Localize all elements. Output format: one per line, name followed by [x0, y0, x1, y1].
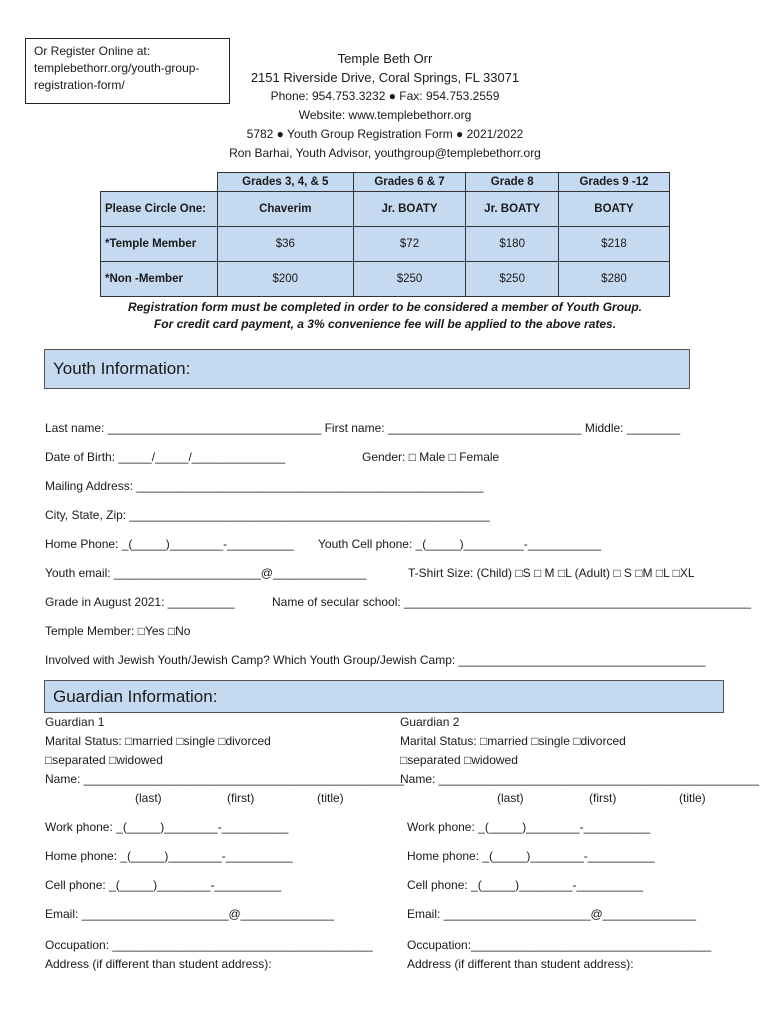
org-website: Website: www.templebethorr.org — [298, 108, 472, 122]
mailing-address-field[interactable]: Mailing Address: ____________________________________________________ — [45, 479, 484, 493]
g1-home-phone[interactable]: Home phone: _(_____)________-__________ — [45, 849, 293, 863]
g2-last-label: (last) — [497, 791, 524, 805]
g1-cell-phone[interactable]: Cell phone: _(_____)________-__________ — [45, 878, 282, 892]
table-cell: $250 — [353, 262, 466, 297]
note-line-1: Registration form must be completed in order to be considered a member of Youth Group. — [127, 300, 643, 314]
name-field[interactable]: Last name: ________________________________ First name: _____________________________ Middle: ________ — [45, 421, 681, 435]
temple-member-field[interactable]: Temple Member: □Yes □No — [45, 624, 191, 638]
youth-section-header — [44, 349, 690, 389]
header-cell: Grades 9 -12 — [558, 173, 669, 192]
table-header-row — [101, 173, 670, 192]
guardian-2-block — [400, 713, 759, 789]
table-row — [101, 227, 670, 262]
guardian-1-extra — [45, 936, 373, 974]
registration-notes — [40, 299, 730, 333]
g1-title-label: (title) — [317, 791, 344, 805]
row-label: *Temple Member — [101, 227, 218, 262]
online-line-2[interactable]: templebethorr.org/youth-group- — [34, 61, 200, 75]
g1-occupation[interactable]: Occupation: _______________________________________ — [45, 938, 373, 952]
g2-cell-phone[interactable]: Cell phone: _(_____)________-__________ — [407, 878, 644, 892]
youth-email-field[interactable]: Youth email: ______________________@______________ — [45, 566, 367, 580]
org-name: Temple Beth Orr — [337, 51, 433, 66]
group-option-boaty[interactable]: BOATY — [558, 192, 669, 227]
group-option-jr-boaty-8[interactable]: Jr. BOATY — [466, 192, 559, 227]
org-address: 2151 Riverside Drive, Coral Springs, FL 33071 — [250, 70, 520, 85]
table-row — [101, 192, 670, 227]
group-option-chaverim[interactable]: Chaverim — [218, 192, 354, 227]
guardian-1-marital[interactable]: Marital Status: □married □single □divorced — [45, 734, 271, 748]
guardian-1-marital-2[interactable]: □separated □widowed — [45, 753, 163, 767]
table-cell: $218 — [558, 227, 669, 262]
table-row — [101, 262, 670, 297]
guardian-1-block — [45, 713, 404, 789]
table-cell: $280 — [558, 262, 669, 297]
tshirt-size-field[interactable]: T-Shirt Size: (Child) □S □ M □L (Adult) □ S □M □L □XL — [408, 566, 695, 580]
note-line-2: For credit card payment, a 3% convenience fee will be applied to the above rates. — [153, 317, 617, 331]
advisor-line: Ron Barhai, Youth Advisor, youthgroup@templebethorr.org — [229, 146, 541, 160]
jewish-camp-field[interactable]: Involved with Jewish Youth/Jewish Camp? Which Youth Group/Jewish Camp: _____________________________________ — [45, 653, 706, 667]
g2-work-phone[interactable]: Work phone: _(_____)________-__________ — [407, 820, 651, 834]
home-phone-field[interactable]: Home Phone: _(_____)________-__________ — [45, 537, 294, 551]
g2-first-label: (first) — [589, 791, 617, 805]
table-corner — [101, 173, 218, 192]
header-cell: Grades 3, 4, & 5 — [218, 173, 354, 192]
g2-email[interactable]: Email: ______________________@______________ — [407, 907, 697, 921]
youth-section-title: Youth Information: — [53, 359, 191, 378]
g2-address-label: Address (if different than student address): — [407, 957, 634, 971]
guardian-section-header — [44, 680, 724, 713]
table-cell: $200 — [218, 262, 354, 297]
guardian-1-heading: Guardian 1 — [45, 715, 105, 729]
g2-title-label: (title) — [679, 791, 706, 805]
g2-home-phone[interactable]: Home phone: _(_____)________-__________ — [407, 849, 655, 863]
secular-school-field[interactable]: Name of secular school: ____________________________________________________ — [272, 595, 752, 609]
online-line-3[interactable]: registration-form/ — [34, 78, 125, 92]
guardian-2-heading: Guardian 2 — [400, 715, 460, 729]
table-cell: $250 — [466, 262, 559, 297]
header-cell: Grade 8 — [466, 173, 559, 192]
rates-table — [100, 172, 670, 297]
grade-field[interactable]: Grade in August 2021: __________ — [45, 595, 235, 609]
group-option-jr-boaty-67[interactable]: Jr. BOATY — [353, 192, 466, 227]
dob-field[interactable]: Date of Birth: _____/_____/______________ — [45, 450, 286, 464]
g1-email[interactable]: Email: ______________________@______________ — [45, 907, 335, 921]
g1-work-phone[interactable]: Work phone: _(_____)________-__________ — [45, 820, 289, 834]
online-line-1: Or Register Online at: — [34, 44, 151, 58]
g1-last-label: (last) — [135, 791, 162, 805]
guardian-2-marital[interactable]: Marital Status: □married □single □divorced — [400, 734, 626, 748]
youth-cell-field[interactable]: Youth Cell phone: _(_____)_________-___________ — [318, 537, 602, 551]
row-label: *Non -Member — [101, 262, 218, 297]
g1-address-label: Address (if different than student address): — [45, 957, 272, 971]
letterhead — [200, 49, 570, 163]
table-cell: $36 — [218, 227, 354, 262]
table-cell: $72 — [353, 227, 466, 262]
city-state-zip-field[interactable]: City, State, Zip: ______________________________________________________ — [45, 508, 490, 522]
g1-first-label: (first) — [227, 791, 255, 805]
g2-occupation[interactable]: Occupation:____________________________________ — [407, 938, 712, 952]
row-label: Please Circle One: — [101, 192, 218, 227]
guardian-1-name[interactable]: Name: ________________________________________________ — [45, 772, 405, 786]
header-cell: Grades 6 & 7 — [353, 173, 466, 192]
guardian-2-marital-2[interactable]: □separated □widowed — [400, 753, 518, 767]
guardian-2-name[interactable]: Name: ________________________________________________ — [400, 772, 760, 786]
guardian-2-extra — [407, 936, 711, 974]
guardian-section-title: Guardian Information: — [53, 686, 218, 706]
org-phone: Phone: 954.753.3232 ● Fax: 954.753.2559 — [270, 89, 500, 103]
form-title: 5782 ● Youth Group Registration Form ● 2021/2022 — [246, 127, 524, 141]
gender-field[interactable]: Gender: □ Male □ Female — [362, 450, 500, 464]
table-cell: $180 — [466, 227, 559, 262]
